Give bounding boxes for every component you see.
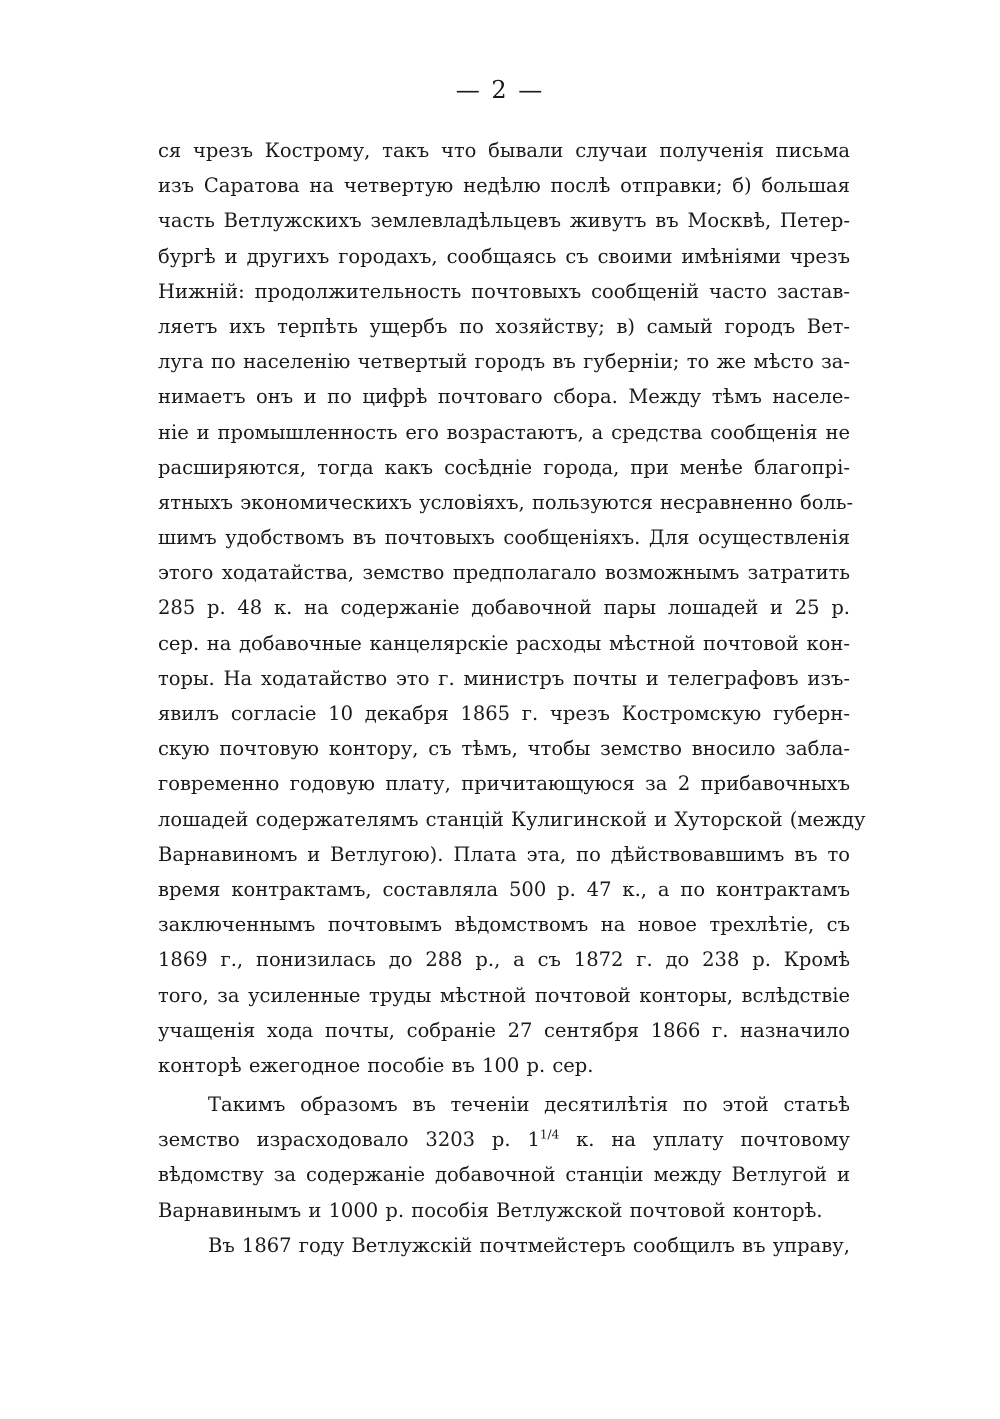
page-number: — 2 — (455, 76, 545, 104)
text-line: луга по населенію четвертый городъ въ губерніи; то же мѣсто за- (158, 350, 850, 374)
text-line: ятныхъ экономическихъ условіяхъ, пользуются несравненно боль- (158, 490, 854, 514)
text-line: Въ 1867 году Ветлужскій почтмейстеръ сообщилъ въ управу, (208, 1233, 850, 1257)
text-line: ся чрезъ Кострому, такъ что бывали случаи полученія письма (158, 139, 850, 162)
text-line: Нижній: продолжительность почтовыхъ сообщеній часто застав- (158, 279, 850, 303)
text-line: Такимъ образомъ въ теченіи десятилѣтія по этой статьѣ (208, 1093, 850, 1117)
text-fragment: земство израсходовало 3203 р. 1 (158, 1128, 540, 1152)
text-line: скую почтовую контору, съ тѣмъ, чтобы земство вносило забла- (158, 737, 850, 761)
text-line: заключеннымъ почтовымъ вѣдомствомъ на новое трехлѣтіе, съ (158, 913, 850, 937)
text-line: лошадей содержателямъ станцій Кулигинской и Хуторской (между (158, 807, 866, 831)
text-line: Варнавинымъ и 1000 р. пособія Ветлужской почтовой конторѣ. (158, 1198, 823, 1222)
text-line: часть Ветлужскихъ землевладѣльцевъ живутъ въ Москвѣ, Петер- (158, 209, 850, 233)
text-line: Варнавиномъ и Ветлугою). Плата эта, по дѣйствовавшимъ въ то (158, 842, 850, 866)
text-line: вѣдомству за содержаніе добавочной станціи между Ветлугой и (158, 1163, 850, 1187)
body-text (158, 133, 866, 1263)
text-line: явилъ согласіе 10 декабря 1865 г. чрезъ Костромскую губерн- (158, 702, 850, 725)
text-fragment: к. на уплату почтовому (559, 1128, 850, 1152)
text-line: 1869 г., понизилась до 288 р., а съ 1872 г. до 238 р. Кромѣ (158, 948, 850, 972)
text-line: бургѣ и другихъ городахъ, сообщаясь съ своими имѣніями чрезъ (158, 244, 850, 268)
text-line: 285 р. 48 к. на содержаніе добавочной пары лошадей и 25 р. (158, 596, 850, 620)
text-line: сер. на добавочные канцелярскіе расходы мѣстной почтовой кон- (158, 631, 850, 655)
text-line: того, за усиленные труды мѣстной почтовой конторы, вслѣдствіе (158, 983, 850, 1007)
text-line: время контрактамъ, составляла 500 р. 47 к., а по контрактамъ (158, 877, 850, 901)
text-line: этого ходатайства, земство предполагало возможнымъ затратить (158, 561, 850, 585)
text-line: ляетъ ихъ терпѣть ущербъ по хозяйству; в) самый городъ Вет- (158, 314, 850, 338)
fraction: 1/4 (539, 1127, 560, 1142)
text-line: конторѣ ежегодное пособіе въ 100 р. сер. (158, 1053, 594, 1077)
text-line: учащенія хода почты, собраніе 27 сентября 1866 г. назначило (158, 1018, 850, 1042)
text-line: нимаетъ онъ и по цифрѣ почтоваго сбора. Между тѣмъ населе- (158, 385, 850, 409)
text-line: торы. На ходатайство это г. министръ почты и телеграфовъ изъ- (158, 666, 850, 690)
text-line: ніе и промышленность его возрастаютъ, а средства сообщенія не (158, 420, 850, 444)
text-line: шимъ удобствомъ въ почтовыхъ сообщеніяхъ. Для осуществленія (158, 526, 850, 550)
text-line: расширяются, тогда какъ сосѣдніе города, при менѣе благопрі- (158, 455, 850, 479)
text-line: изъ Саратова на четвертую недѣлю послѣ отправки; б) большая (158, 174, 850, 198)
text-line: говременно годовую плату, причитающуюся за 2 прибавочныхъ (158, 772, 850, 796)
text-line-with-fraction (158, 1122, 850, 1157)
